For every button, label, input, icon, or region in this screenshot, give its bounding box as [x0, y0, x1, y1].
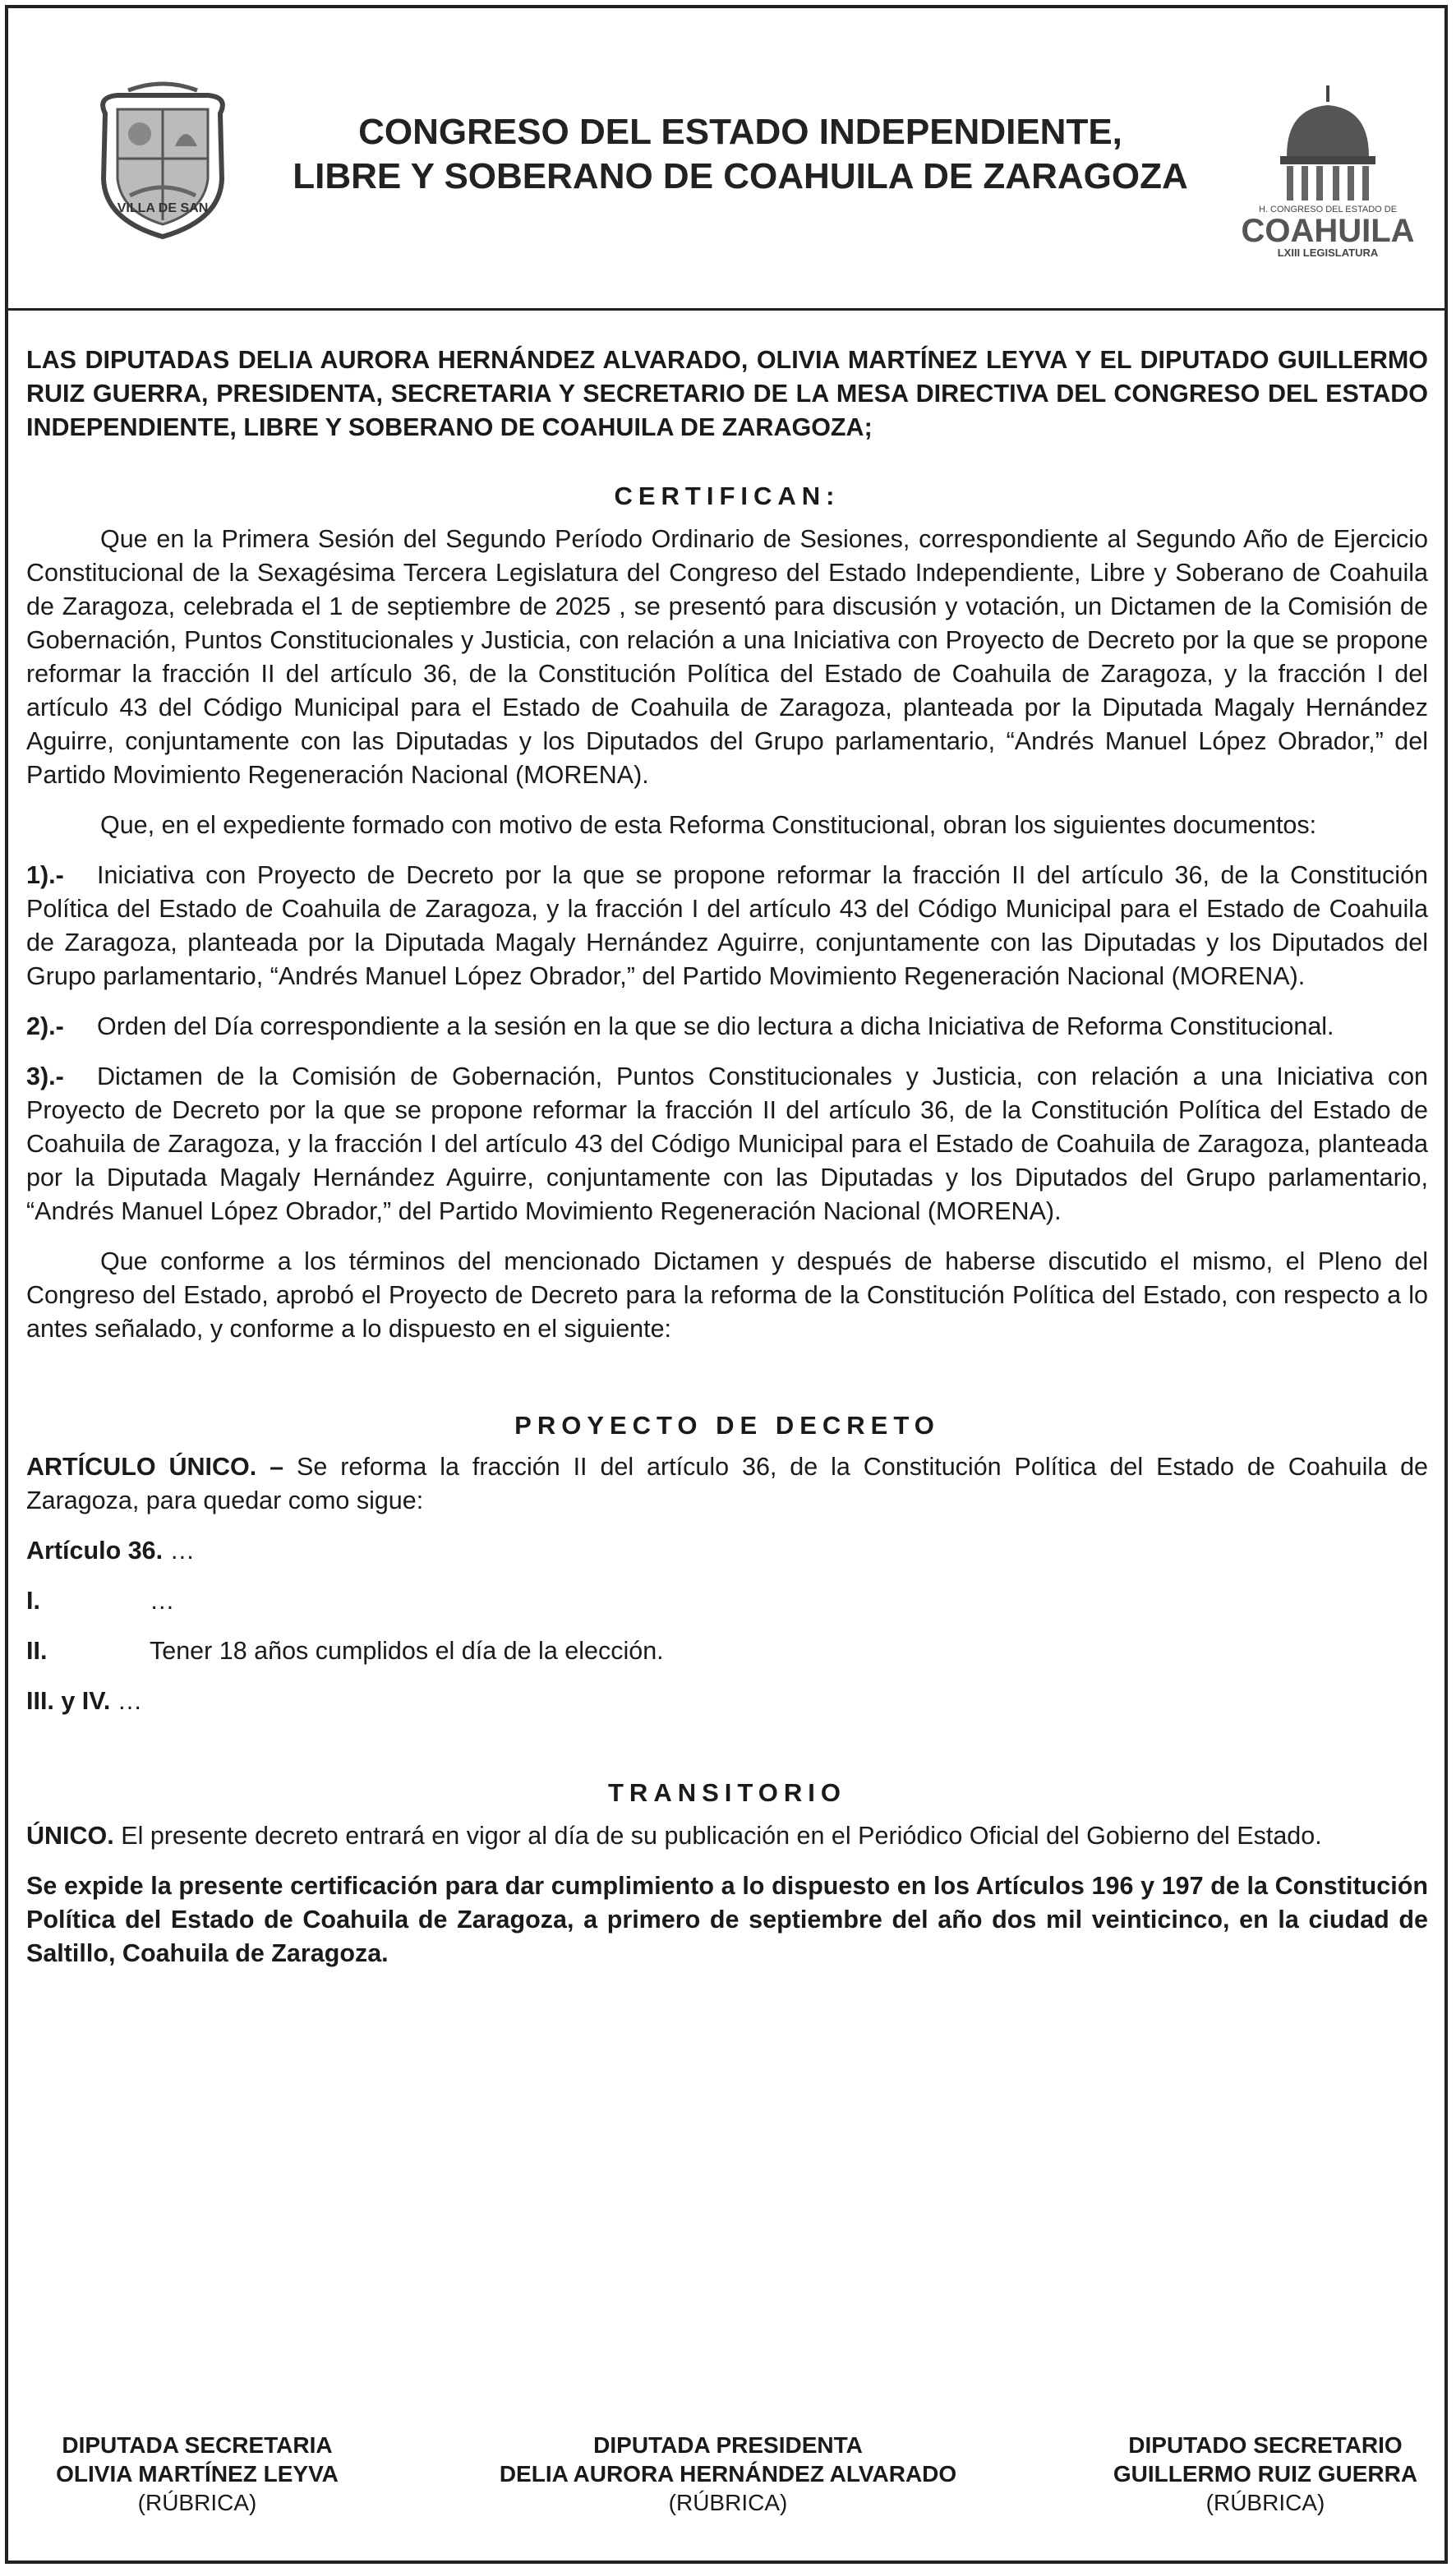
signature-name: GUILLERMO RUIZ GUERRA	[1113, 2461, 1418, 2487]
fraction-text: …	[150, 1587, 175, 1615]
page-title	[251, 110, 1229, 199]
signature-name: DELIA AURORA HERNÁNDEZ ALVARADO	[499, 2461, 957, 2487]
paragraph-session: Que en la Primera Sesión del Segundo Período Ordinario de Sesiones, correspondiente al Segundo Año de Ejercicio Constitucional de la Sexagésima Tercera Legislatura del Congreso del Estado Independiente, Libre y Soberano de Coahuila de Zaragoza, celebrada el 1 de septiembre de 2025 , se presentó para discusión y votación, un Dictamen de la Comisión de Gobernación, Puntos Constitucionales y Justicia, con relación a una Iniciativa con Proyecto de Decreto por la que se propone reformar la fracción II del artículo 36, de la Constitución Política del Estado de Coahuila de Zaragoza, y la fracción I del artículo 43 del Código Municipal para el Estado de Coahuila de Zaragoza, planteada por la Diputada Magaly Hernández Aguirre, conjuntamente con las Diputadas y los Diputados del Grupo parlamentario, “Andrés Manuel López Obrador,” del Partido Movimiento Regeneración Nacional (MORENA).	[26, 525, 1428, 789]
fraction-number: II.	[26, 1637, 48, 1665]
signature-presidenta	[440, 2431, 1016, 2517]
paragraph-approval: Que conforme a los términos del mencionado Dictamen y después de haberse discutido el mismo, el Pleno del Congreso del Estado, aprobó el Proyecto de Decreto para la reforma de la Constitución Política del Estado, con respecto a lo antes señalado, y conforme a lo dispuesto en el siguiente:	[26, 1247, 1428, 1343]
paragraph-documents-intro: Que, en el expediente formado con motivo de esta Reforma Constitucional, obran los siguientes documentos:	[100, 811, 1317, 839]
state-coat-of-arms-icon	[81, 81, 245, 245]
signature-note: (RÚBRICA)	[1205, 2490, 1325, 2515]
articulo-36-label: Artículo 36.	[26, 1537, 164, 1565]
articulo-unico	[26, 1450, 1428, 1518]
articulo-36-text: …	[163, 1537, 196, 1565]
proyecto-heading: PROYECTO DE DECRETO	[514, 1411, 940, 1440]
document-header	[5, 5, 1448, 311]
svg-text:COAHUILA: COAHUILA	[1241, 213, 1415, 249]
document-number: 2).-	[26, 1012, 64, 1040]
document-text: Orden del Día correspondiente a la sesión en la que se dio lectura a dicha Iniciativa de Reforma Constitucional.	[97, 1012, 1334, 1040]
title-line-2: LIBRE Y SOBERANO DE COAHUILA DE ZARAGOZA	[293, 156, 1188, 196]
articulo-unico-label: ARTÍCULO ÚNICO. –	[26, 1453, 284, 1481]
title-line-1: CONGRESO DEL ESTADO INDEPENDIENTE,	[358, 112, 1122, 152]
signature-name: OLIVIA MARTÍNEZ LEYVA	[56, 2461, 339, 2487]
signature-note: (RÚBRICA)	[668, 2490, 788, 2515]
fraction-last	[26, 1685, 1428, 1718]
signature-secretario	[1101, 2431, 1430, 2517]
closing-statement: Se expide la presente certificación para dar cumplimiento a lo dispuesto en los Artículos 196 y 197 de la Constitución Política del Estado de Coahuila de Zaragoza, a primero de septiembre del año dos mil veinticinco, en la ciudad de Saltillo, Coahuila de Zaragoza.	[26, 1872, 1428, 1967]
transitorio-unico	[26, 1819, 1428, 1853]
svg-text:H. CONGRESO DEL ESTADO DE: H. CONGRESO DEL ESTADO DE	[1258, 205, 1398, 214]
fraction-row	[26, 1584, 1428, 1618]
document-text: Iniciativa con Proyecto de Decreto por la que se propone reformar la fracción II del artículo 36, de la Constitución Política del Estado de Coahuila de Zaragoza, y la fracción I del artículo 43 del Código Municipal para el Estado de Coahuila de Zaragoza, planteada por la Diputada Magaly Hernández Aguirre, conjuntamente con las Diputadas y los Diputados del Grupo parlamentario, “Andrés Manuel López Obrador,” del Partido Movimiento Regeneración Nacional (MORENA).	[26, 861, 1428, 990]
fraction-row	[26, 1634, 1428, 1668]
fraction-text: Tener 18 años cumplidos el día de la elección.	[150, 1637, 664, 1665]
articulo-unico-text: Se reforma la fracción II del artículo 36, de la Constitución Política del Estado de Coahuila de Zaragoza, para quedar como sigue:	[26, 1453, 1428, 1514]
unico-text: El presente decreto entrará en vigor al día de su publicación en el Periódico Oficial del Gobierno del Estado.	[113, 1822, 1322, 1850]
signature-role: DIPUTADA SECRETARIA	[62, 2432, 333, 2458]
document-item	[26, 1010, 1428, 1044]
articulo-36	[26, 1534, 1428, 1568]
fraction-last-text: …	[110, 1687, 143, 1715]
signature-role: DIPUTADA PRESIDENTA	[593, 2432, 863, 2458]
document-number: 1).-	[26, 861, 64, 889]
document-body	[26, 343, 1428, 1970]
svg-text:VILLA DE SAN: VILLA DE SAN	[117, 201, 209, 215]
document-item	[26, 859, 1428, 993]
signature-note: (RÚBRICA)	[137, 2490, 257, 2515]
fraction-last-label: III. y IV.	[26, 1687, 111, 1715]
intro-paragraph: LAS DIPUTADAS DELIA AURORA HERNÁNDEZ ALVARADO, OLIVIA MARTÍNEZ LEYVA Y EL DIPUTADO GUILLERMO RUIZ GUERRA, PRESIDENTA, SECRETARIA Y SECRETARIO DE LA MESA DIRECTIVA DEL CONGRESO DEL ESTADO INDEPENDIENTE, LIBRE Y SOBERANO DE COAHUILA DE ZARAGOZA;	[26, 346, 1428, 441]
transitorio-heading: TRANSITORIO	[608, 1778, 846, 1807]
document-text: Dictamen de la Comisión de Gobernación, Puntos Constitucionales y Justicia, con relación a una Iniciativa con Proyecto de Decreto por la que se propone reformar la fracción II del artículo 36, de la Constitución Política del Estado de Coahuila de Zaragoza, y la fracción I del artículo 43 del Código Municipal para el Estado de Coahuila de Zaragoza, planteada por la Diputada Magaly Hernández Aguirre, conjuntamente con las Diputadas y los Diputados del Grupo parlamentario, “Andrés Manuel López Obrador,” del Partido Movimiento Regeneración Nacional (MORENA).	[26, 1062, 1428, 1225]
signature-secretaria	[33, 2431, 362, 2517]
fraction-number: I.	[26, 1587, 40, 1615]
congress-dome-logo-icon	[1229, 81, 1426, 261]
unico-label: ÚNICO.	[26, 1822, 114, 1850]
svg-text:LXIII LEGISLATURA: LXIII LEGISLATURA	[1277, 247, 1379, 259]
document-item	[26, 1060, 1428, 1228]
signature-role: DIPUTADO SECRETARIO	[1128, 2432, 1403, 2458]
certifican-heading: CERTIFICAN:	[614, 482, 841, 510]
document-number: 3).-	[26, 1062, 64, 1090]
